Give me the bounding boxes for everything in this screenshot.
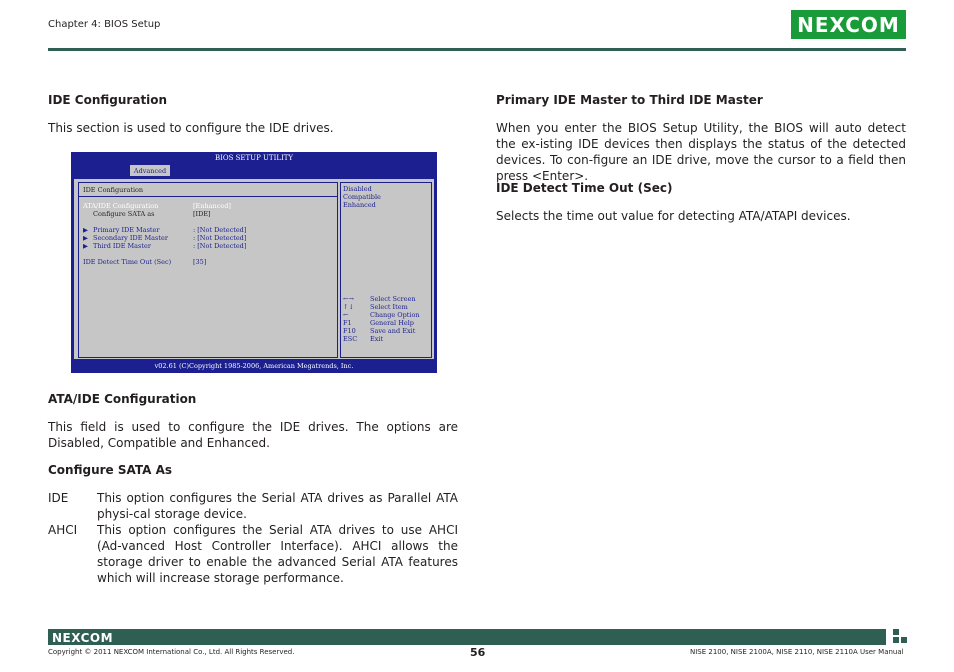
bios-row-value: [IDE] [193,210,211,218]
bios-row-value: : [Not Detected] [193,242,247,250]
bios-main-pane [78,182,338,358]
manual-title: NISE 2100, NISE 2100A, NISE 2110, NISE 2110A User Manual [690,648,904,656]
sata-heading: Configure SATA As [48,463,173,477]
bios-option: Compatible [343,193,381,201]
bios-row-value: [Enhanced] [193,202,231,210]
bios-row-label: Third IDE Master [93,242,151,250]
bios-panel [74,179,434,359]
footer-square-icon [893,629,899,635]
footer-square-icon [893,637,899,643]
bios-option: Enhanced [343,201,376,209]
bios-row-label: Configure SATA as [93,210,155,218]
ide-config-text: This section is used to configure the IDE drives. [48,121,334,135]
bios-section-title: IDE Configuration [83,186,144,194]
bios-row-label: Secondary IDE Master [93,234,168,242]
def-term: AHCI [48,523,78,537]
bios-row-value: : [Not Detected] [193,226,247,234]
footer-logo: NEXCOM [52,631,114,645]
bios-key-desc: Select Screen [370,295,416,303]
bios-key-desc: Save and Exit [370,327,416,335]
ata-ide-text: This field is used to configure the IDE drives. The options are Disabled, Compatible and Enhanced. [48,420,458,450]
bios-row-label: ATA/IDE Configuration [83,202,159,210]
bios-key: ↑↓ [343,303,354,311]
bios-row-value: [35] [193,258,207,266]
timeout-text: Selects the time out value for detecting ATA/ATAPI devices. [496,209,851,223]
ide-config-heading: IDE Configuration [48,93,168,107]
bios-row-value: : [Not Detected] [193,234,247,242]
bios-key-desc: Exit [370,335,384,343]
bios-row-label: Primary IDE Master [93,226,160,234]
bios-key: F1 [343,319,352,327]
bios-key-desc: General Help [370,319,414,327]
ide-master-heading: Primary IDE Master to Third IDE Master [496,93,763,107]
arrow-right-icon: ▶ [83,234,88,242]
def-desc: This option configures the Serial ATA drives to use AHCI (Ad-vanced Host Controller Interface). AHCI allows the storage driver to enable the advanced Serial ATA features which will increase storage performance. [97,523,458,585]
bios-option: Disabled [343,185,372,193]
bios-title: BIOS SETUP UTILITY [214,154,294,162]
bios-key: F10 [343,327,356,335]
copyright: Copyright © 2011 NEXCOM International Co., Ltd. All Rights Reserved. [48,648,295,656]
ide-master-text: When you enter the BIOS Setup Utility, the BIOS will auto detect the ex-isting IDE devices then displays the status of the detected devices. To con-figure an IDE drive, move the cursor to a field then press <Enter>. [496,121,906,183]
bios-screen [71,152,437,373]
bios-key-desc: Change Option [370,311,420,319]
page-number: 56 [470,646,486,659]
bios-key-desc: Select Item [370,303,408,311]
header-divider [48,48,906,51]
arrow-right-icon: ▶ [83,226,88,234]
bios-copyright: v02.61 (C)Copyright 1985-2006, American Megatrends, Inc. [154,362,354,370]
bios-help-pane [340,182,432,358]
bios-section-rule [79,196,337,197]
bios-key: ESC [343,335,358,343]
bios-key: ←→ [343,295,354,303]
bios-key: ← [343,311,349,319]
arrow-right-icon: ▶ [83,242,88,250]
def-desc: This option configures the Serial ATA drives as Parallel ATA physi-cal storage device. [97,491,458,521]
footer-bar [48,629,886,645]
footer-square-icon [901,637,907,643]
ata-ide-heading: ATA/IDE Configuration [48,392,197,406]
nexcom-logo: NEXCOM [791,10,906,39]
timeout-heading: IDE Detect Time Out (Sec) [496,181,673,195]
bios-tab-advanced: Advanced [130,165,170,176]
def-term: IDE [48,491,69,505]
chapter-title: Chapter 4: BIOS Setup [48,19,161,30]
bios-row-label: IDE Detect Time Out (Sec) [83,258,172,266]
